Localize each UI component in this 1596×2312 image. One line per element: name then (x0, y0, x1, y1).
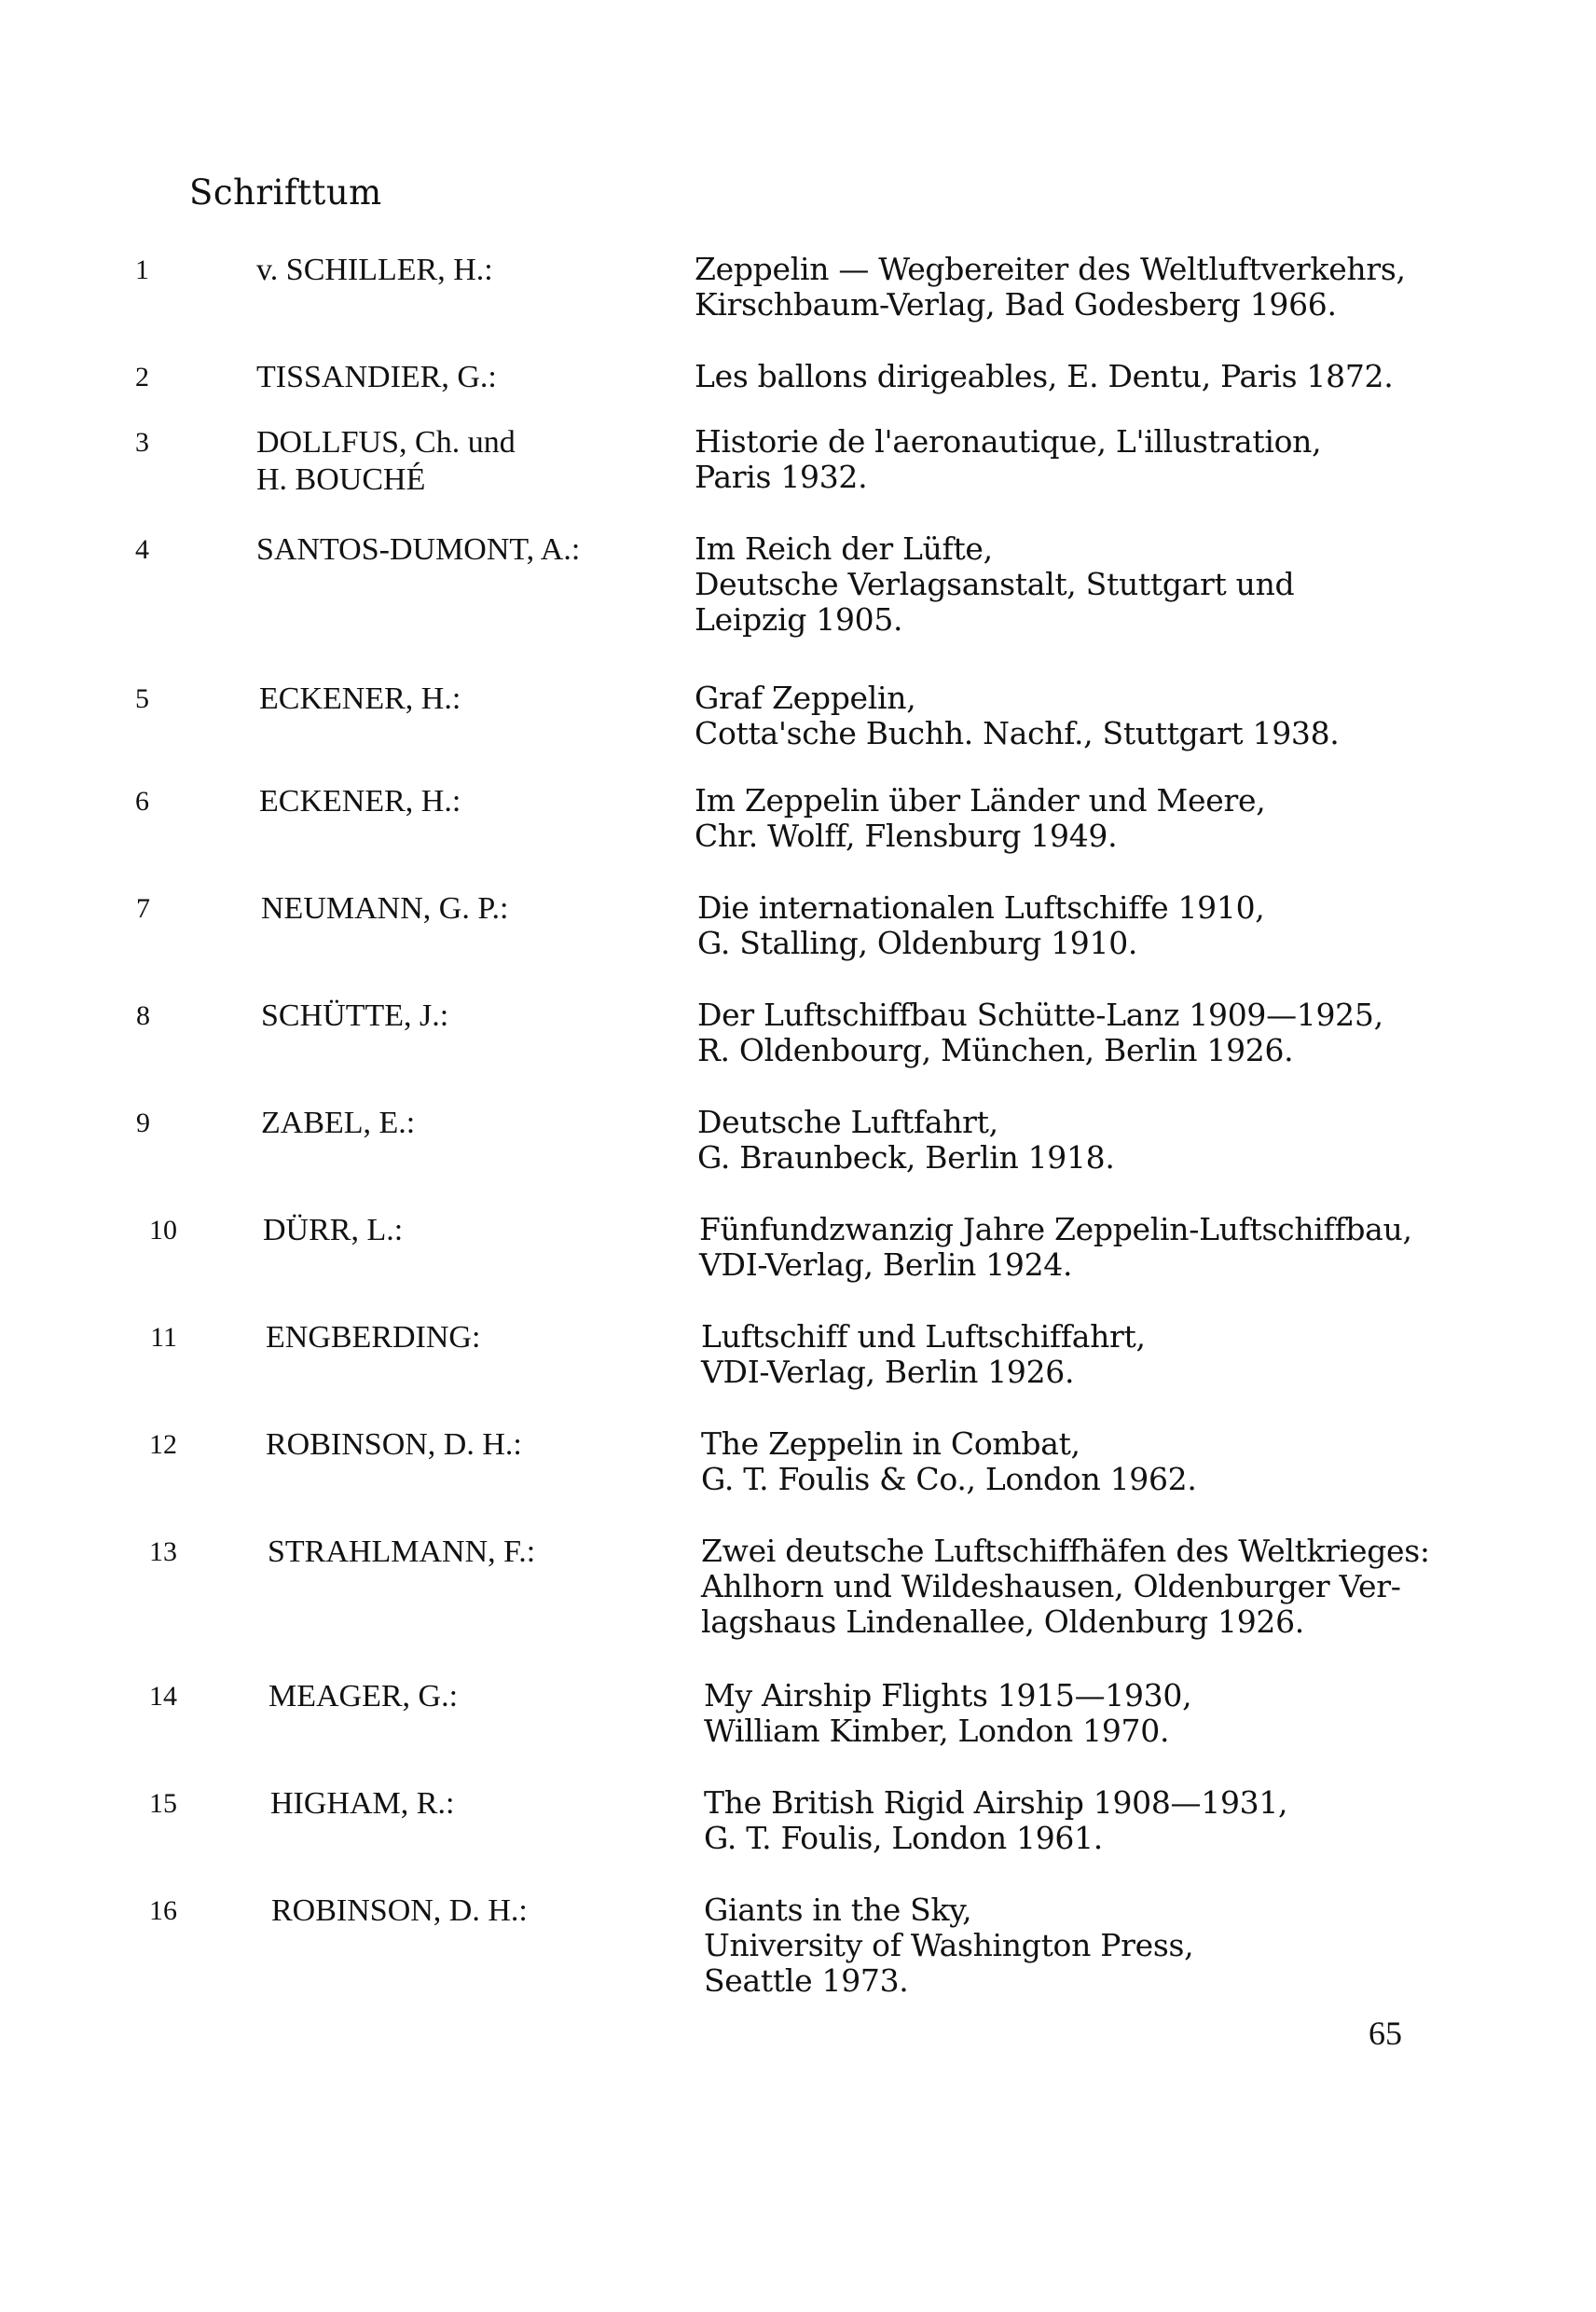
entry-number: 15 (149, 1788, 177, 1819)
reference-line: R. Oldenbourg, München, Berlin 1926. (697, 1032, 1294, 1068)
reference-line: University of Washington Press, (704, 1927, 1194, 1963)
reference-line: Zeppelin — Wegbereiter des Weltluftverkehrs, (695, 251, 1406, 287)
reference-line: G. Stalling, Oldenburg 1910. (697, 925, 1138, 961)
author-line: STRAHLMANN, F.: (268, 1534, 536, 1569)
entry-reference (695, 783, 1422, 854)
reference-line: VDI-Verlag, Berlin 1926. (701, 1354, 1075, 1390)
author-line: SANTOS-DUMONT, A.: (256, 532, 581, 567)
author-line: ENGBERDING: (266, 1320, 481, 1355)
entry-number: 4 (135, 534, 149, 565)
entry-author (268, 1534, 678, 1571)
reference-line: Giants in the Sky, (704, 1892, 972, 1928)
reference-line: G. T. Foulis & Co., London 1962. (701, 1461, 1197, 1497)
entry-reference (704, 1785, 1431, 1856)
entry-number: 3 (135, 427, 149, 458)
entry-number: 6 (135, 786, 149, 817)
reference-line: Luftschiff und Luftschiffahrt, (701, 1318, 1146, 1355)
entry-number: 12 (149, 1429, 177, 1460)
author-line: TISSANDIER, G.: (256, 360, 497, 394)
reference-line: Paris 1932. (695, 459, 868, 495)
entry-author (256, 359, 667, 396)
entry-reference (704, 1678, 1431, 1749)
reference-line: Cotta'sche Buchh. Nachf., Stuttgart 1938. (695, 715, 1340, 751)
author-line: ROBINSON, D. H.: (271, 1893, 528, 1928)
section-heading: Schrifttum (189, 172, 382, 213)
entry-number: 2 (135, 362, 149, 392)
page-number: 65 (1369, 2015, 1402, 2052)
reference-line: Zwei deutsche Luftschiffhäfen des Weltkrieges: (701, 1533, 1430, 1569)
reference-line: The Zeppelin in Combat, (701, 1425, 1080, 1462)
entry-reference (697, 1105, 1424, 1176)
reference-line: My Airship Flights 1915—1930, (704, 1677, 1192, 1713)
reference-line: Les ballons dirigeables, E. Dentu, Paris 1872. (695, 358, 1394, 394)
entry-number: 11 (150, 1322, 177, 1353)
reference-line: William Kimber, London 1970. (704, 1713, 1170, 1749)
entry-number: 1 (135, 255, 149, 285)
reference-line: Ahlhorn und Wildeshausen, Oldenburger Ver- (701, 1568, 1401, 1604)
entry-author (268, 1678, 679, 1715)
author-line: NEUMANN, G. P.: (261, 891, 509, 926)
reference-line: Chr. Wolff, Flensburg 1949. (695, 818, 1118, 854)
reference-line: G. T. Foulis, London 1961. (704, 1820, 1103, 1856)
entry-reference (695, 252, 1422, 323)
reference-line: Der Luftschiffbau Schütte-Lanz 1909—1925, (697, 997, 1383, 1033)
entry-author (266, 1319, 676, 1356)
entry-author (259, 783, 669, 820)
entry-number: 13 (149, 1536, 177, 1567)
entry-number: 10 (149, 1215, 177, 1245)
reference-line: Historie de l'aeronautique, L'illustration, (695, 423, 1322, 460)
author-line: v. SCHILLER, H.: (256, 253, 493, 287)
entry-author (256, 424, 667, 499)
reference-line: Die internationalen Luftschiffe 1910, (697, 889, 1265, 926)
entry-reference (695, 681, 1422, 751)
entry-author (263, 1212, 673, 1249)
author-line: ECKENER, H.: (259, 681, 461, 716)
author-line: SCHÜTTE, J.: (261, 998, 449, 1033)
reference-line: The British Rigid Airship 1908—1931, (704, 1784, 1288, 1821)
author-line: DOLLFUS, Ch. und (256, 425, 516, 460)
entry-reference (701, 1319, 1428, 1390)
entry-number: 5 (135, 683, 149, 714)
reference-line: VDI-Verlag, Berlin 1924. (699, 1246, 1073, 1283)
author-line: ZABEL, E.: (261, 1106, 416, 1140)
reference-line: G. Braunbeck, Berlin 1918. (697, 1139, 1115, 1176)
reference-line: Fünfundzwanzig Jahre Zeppelin-Luftschiffbau, (699, 1211, 1412, 1247)
entry-number: 16 (149, 1895, 177, 1926)
entry-author (261, 998, 671, 1035)
entry-reference (701, 1426, 1428, 1497)
reference-line: Deutsche Verlagsanstalt, Stuttgart und (695, 566, 1295, 602)
entry-author (259, 681, 669, 718)
reference-line: lagshaus Lindenallee, Oldenburg 1926. (701, 1603, 1304, 1640)
entry-number: 8 (136, 1000, 150, 1031)
entry-reference (697, 890, 1424, 961)
entry-author (266, 1426, 676, 1464)
entry-author (261, 1105, 671, 1142)
entry-reference (695, 359, 1422, 394)
entry-number: 9 (136, 1108, 150, 1138)
entry-reference (699, 1212, 1426, 1283)
entry-author (256, 252, 667, 289)
author-line: DÜRR, L.: (263, 1213, 404, 1247)
reference-line: Kirschbaum-Verlag, Bad Godesberg 1966. (695, 286, 1337, 323)
reference-line: Leipzig 1905. (695, 601, 903, 638)
author-line: ROBINSON, D. H.: (266, 1427, 522, 1462)
author-line: H. BOUCHÉ (256, 462, 426, 497)
reference-line: Graf Zeppelin, (695, 680, 916, 716)
entry-reference (697, 998, 1424, 1068)
reference-line: Seattle 1973. (704, 1962, 909, 1999)
entry-author (256, 531, 667, 569)
author-line: MEAGER, G.: (268, 1679, 459, 1713)
entry-reference (701, 1534, 1428, 1640)
entry-reference (704, 1892, 1431, 1999)
entry-reference (695, 424, 1422, 495)
reference-line: Im Reich der Lüfte, (695, 530, 993, 567)
reference-line: Im Zeppelin über Länder und Meere, (695, 782, 1266, 819)
author-line: ECKENER, H.: (259, 784, 461, 819)
entry-reference (695, 531, 1422, 638)
entry-author (271, 1892, 681, 1930)
reference-line: Deutsche Luftfahrt, (697, 1104, 998, 1140)
author-line: HIGHAM, R.: (270, 1786, 455, 1821)
entry-number: 7 (136, 893, 150, 924)
entry-author (270, 1785, 681, 1823)
entry-number: 14 (149, 1681, 177, 1712)
entry-author (261, 890, 671, 928)
